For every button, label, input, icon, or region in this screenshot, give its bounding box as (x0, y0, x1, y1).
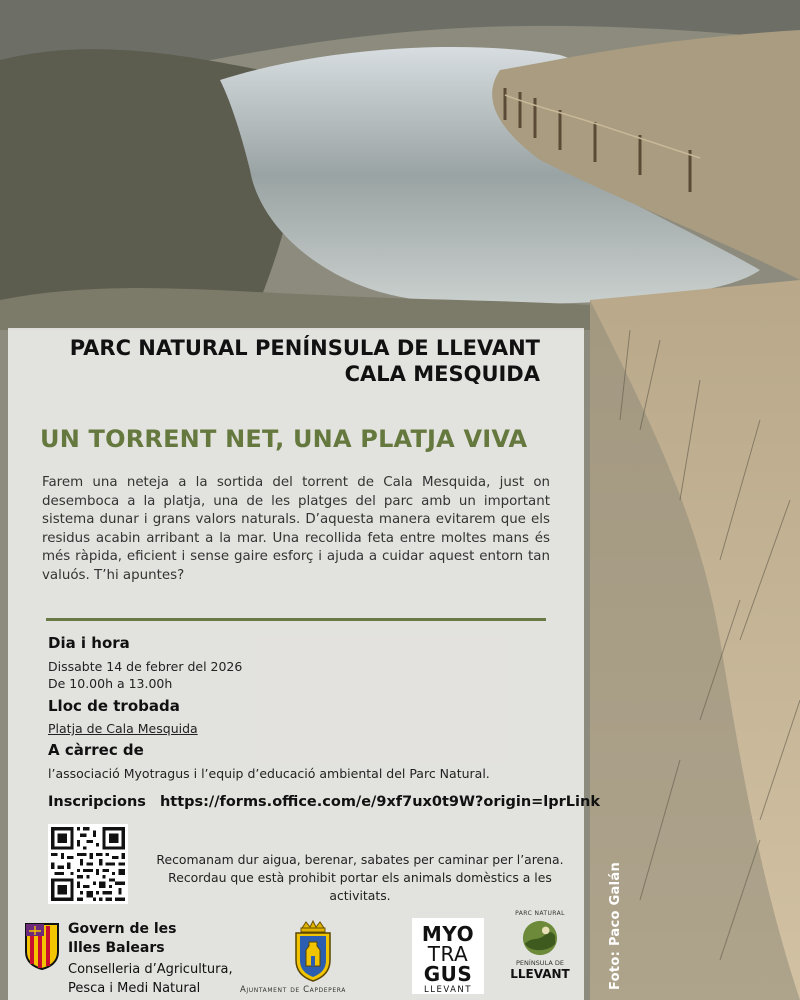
parc-natural-top: PARC NATURAL (515, 910, 565, 917)
govern-name-line-2: Illes Balears (68, 940, 165, 956)
registration-label: Inscripcions (48, 794, 146, 810)
event-date: Dissabte 14 de febrer del 2026 (48, 659, 243, 674)
parc-natural-mid: PENÍNSULA DE (516, 959, 564, 967)
govern-name-line-1: Govern de les (68, 921, 177, 937)
organizer-value: l’associació Myotragus i l’equip d’educació ambiental del Parc Natural. (48, 766, 490, 781)
recommendation-line-2: Recordau que està prohibit portar els animals domèstics a les activitats. (168, 870, 552, 903)
event-headline: UN TORRENT NET, UNA PLATJA VIVA (40, 425, 528, 453)
myotragus-line-2: TRA (427, 942, 469, 966)
capdepera-coat-of-arms-icon (288, 920, 338, 982)
organizer-label: A càrrec de (48, 741, 144, 759)
photo-credit: Foto: Paco Galán (608, 862, 623, 990)
registration-link[interactable]: https://forms.office.com/e/9xf7ux0t9W?origin=lprLink (159, 794, 600, 810)
park-title: PARC NATURAL PENÍNSULA DE LLEVANT (69, 336, 540, 360)
parc-natural-logo (502, 910, 578, 1000)
recommendations (140, 851, 580, 905)
event-time: De 10.00h a 13.00h (48, 676, 173, 691)
meeting-point-value: Platja de Cala Mesquida (48, 721, 198, 736)
qr-code-icon[interactable] (48, 824, 128, 904)
myotragus-logo (412, 918, 484, 994)
myotragus-subtitle: LLEVANT (424, 985, 472, 995)
event-description: Farem una neteja a la sortida del torrent de Cala Mesquida, just on desemboca a la platja, una de les platges del parc amb un important sistema dunar i grans valors naturals. D’aquesta manera evitarem que els residus acabin arribant a la mar. Una recollida feta entre moltes mans és més ràpida, eficient i sense gaire esforç i ajuda a cuidar aquest entorn tan valuós. T’hi apuntes? (42, 475, 550, 583)
datetime-label: Dia i hora (48, 634, 130, 652)
parc-natural-big: LLEVANT (510, 967, 570, 981)
myotragus-line-1: MYO (421, 922, 475, 946)
location-title: CALA MESQUIDA (344, 362, 540, 386)
myotragus-line-3: GUS (423, 962, 473, 986)
ajuntament-name: Ajuntament de Capdepera (240, 985, 347, 995)
info-panel (8, 328, 600, 1000)
parc-natural-emblem-icon (521, 919, 559, 957)
govern-department-line-2: Pesca i Medi Natural (68, 981, 201, 996)
section-divider (46, 618, 546, 621)
govern-department (68, 960, 233, 998)
govern-department-line-1: Conselleria d’Agricultura, (68, 962, 233, 977)
registration-row (48, 794, 600, 810)
govern-name (68, 920, 177, 958)
recommendation-line-1: Recomanam dur aigua, berenar, sabates per caminar per l’arena. (156, 852, 564, 867)
meeting-point-label: Lloc de trobada (48, 697, 180, 715)
balearic-shield-icon (24, 922, 60, 970)
